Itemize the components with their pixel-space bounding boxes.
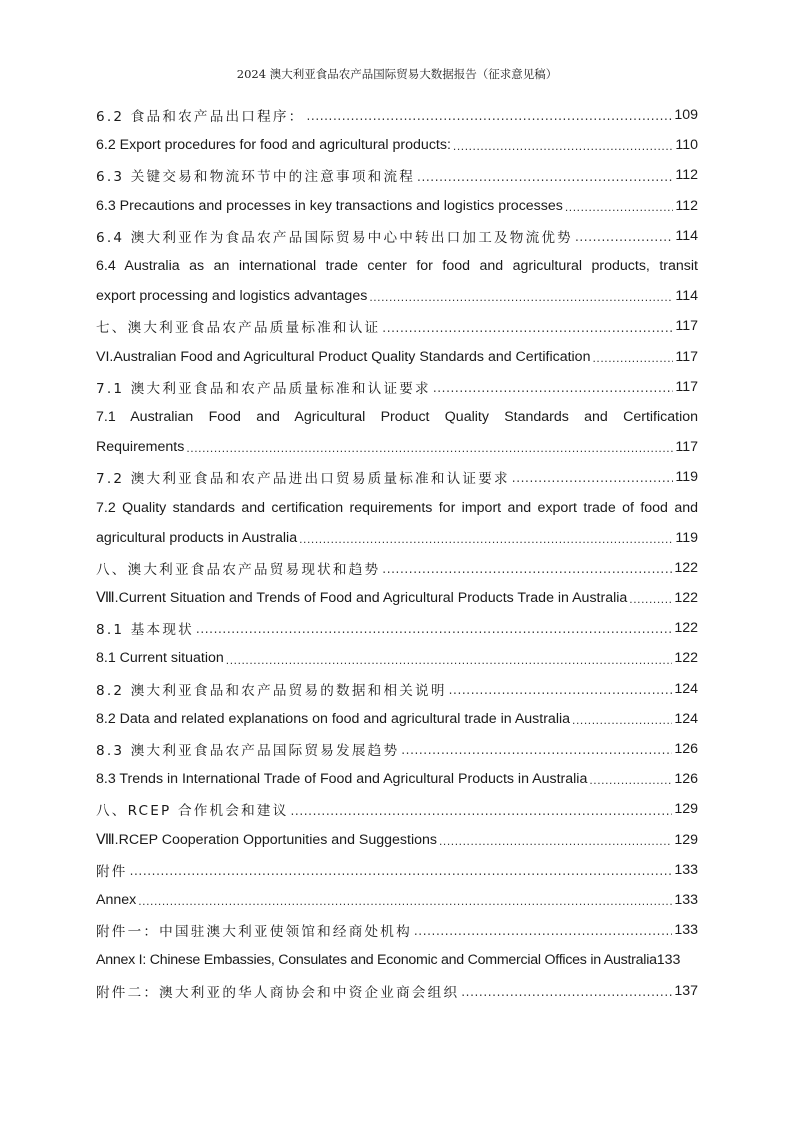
toc-leader-dots (226, 654, 673, 674)
toc-entry[interactable] (96, 915, 698, 945)
toc-leader-dots (414, 925, 672, 945)
toc-leader-dots (453, 140, 673, 160)
toc-entry[interactable] (96, 523, 698, 553)
toc-entry[interactable] (96, 342, 698, 372)
toc-entry-title: VI.Australian Food and Agricultural Product Quality Standards and Certification (96, 348, 591, 365)
toc-entry[interactable] (96, 704, 698, 734)
toc-entry[interactable] (96, 130, 698, 160)
toc-entry[interactable] (96, 583, 698, 613)
toc-leader-dots (186, 442, 673, 462)
toc-page-number: 114 (675, 288, 698, 305)
toc-entry[interactable] (96, 281, 698, 311)
toc-leader-dots (306, 110, 672, 130)
toc-entry[interactable] (96, 643, 698, 673)
table-of-contents (96, 100, 698, 1006)
toc-entry-title: 8.3 Trends in International Trade of Food and Agricultural Products in Australia (96, 771, 588, 788)
toc-entry[interactable] (96, 402, 698, 432)
toc-leader-dots (130, 865, 673, 885)
toc-page-number: 117 (675, 318, 698, 335)
toc-entry-title: 7.1 澳大利亚食品和农产品质量标准和认证要求 (96, 380, 431, 397)
toc-leader-dots (138, 895, 672, 915)
toc-page-number: 110 (675, 137, 698, 154)
toc-entry[interactable] (96, 191, 698, 221)
toc-entry[interactable] (96, 734, 698, 764)
toc-entry-title: 6.2 Export procedures for food and agricultural products: (96, 137, 451, 154)
toc-entry[interactable] (96, 764, 698, 794)
toc-entry[interactable] (96, 975, 698, 1005)
toc-page-number: 119 (675, 529, 698, 546)
toc-entry[interactable] (96, 311, 698, 341)
toc-entry[interactable] (96, 553, 698, 583)
toc-entry-title: 附件一：中国驻澳大利亚使领馆和经商处机构 (96, 924, 412, 941)
toc-page-number: 129 (674, 801, 698, 818)
toc-entry-title: 7.1 Australian Food and Agricultural Product Quality Standards and Certification (96, 408, 698, 425)
toc-page-number: 126 (674, 771, 698, 788)
toc-page-number: 133 (674, 861, 698, 878)
toc-entry-title: 8.2 Data and related explanations on food and agricultural trade in Australia (96, 710, 571, 727)
toc-leader-dots (575, 231, 673, 251)
toc-leader-dots (299, 533, 673, 553)
toc-leader-dots (512, 472, 674, 492)
toc-entry[interactable] (96, 251, 698, 281)
toc-page-number: 124 (674, 680, 698, 697)
toc-entry-title: 8.1 Current situation (96, 650, 224, 667)
toc-page-number: 122 (674, 559, 698, 576)
toc-leader-dots (291, 805, 673, 825)
toc-entry-title: 附件 (96, 863, 128, 880)
toc-entry[interactable] (96, 462, 698, 492)
toc-page-number: 117 (675, 348, 698, 365)
toc-page-number: 124 (674, 710, 698, 727)
toc-page-number: 117 (675, 439, 698, 456)
toc-entry[interactable] (96, 432, 698, 462)
toc-leader-dots (196, 623, 672, 643)
toc-entry[interactable] (96, 613, 698, 643)
toc-leader-dots (592, 352, 673, 372)
toc-entry-title: 8.3 澳大利亚食品农产品国际贸易发展趋势 (96, 743, 400, 760)
toc-entry-title: 8.2 澳大利亚食品和农产品贸易的数据和相关说明 (96, 682, 447, 699)
toc-entry[interactable] (96, 794, 698, 824)
toc-entry-title: 八、RCEP 合作机会和建议 (96, 803, 289, 820)
toc-leader-dots (449, 684, 673, 704)
toc-leader-dots (572, 714, 672, 734)
toc-leader-dots (629, 593, 672, 613)
toc-page-number: 122 (674, 650, 698, 667)
toc-leader-dots (439, 835, 672, 855)
toc-entry-title: 七、澳大利亚食品农产品质量标准和认证 (96, 320, 381, 337)
toc-entry[interactable] (96, 492, 698, 522)
toc-entry-title: agricultural products in Australia (96, 529, 298, 546)
toc-entry-title: 6.4 Australia as an international trade center for food and agricultural products, transit (96, 258, 698, 275)
toc-page-number: 126 (674, 741, 698, 758)
toc-entry-title: Annex I: Chinese Embassies, Consulates and Economic and Commercial Offices in Australia (96, 952, 657, 969)
toc-entry-title: 附件二：澳大利亚的华人商协会和中资企业商会组织 (96, 984, 460, 1001)
toc-entry-title: 6.3 关键交易和物流环节中的注意事项和流程 (96, 169, 416, 186)
toc-leader-dots (382, 322, 673, 342)
toc-entry-title: 八、澳大利亚食品农产品贸易现状和趋势 (96, 561, 381, 578)
toc-entry[interactable] (96, 674, 698, 704)
toc-entry[interactable] (96, 885, 698, 915)
toc-leader-dots (382, 563, 672, 583)
toc-entry-title: Annex (96, 891, 137, 908)
toc-leader-dots (369, 291, 673, 311)
toc-entry[interactable] (96, 372, 698, 402)
toc-page-number: 137 (674, 982, 698, 999)
running-header: 2024 澳大利亚食品农产品国际贸易大数据报告（征求意见稿） (236, 67, 558, 81)
toc-page-number: 112 (675, 167, 698, 184)
toc-entry[interactable] (96, 855, 698, 885)
toc-entry-title: 7.2 Quality standards and certification requirements for import and export trade of food and (96, 499, 698, 516)
toc-page-number: 119 (675, 469, 698, 486)
toc-leader-dots (565, 201, 674, 221)
toc-leader-dots (433, 382, 674, 402)
toc-entry-title: Requirements (96, 439, 185, 456)
toc-page-number: 122 (674, 590, 698, 607)
toc-entry-title: Ⅷ.Current Situation and Trends of Food and Agricultural Products Trade in Australia (96, 590, 628, 607)
toc-entry-title: Ⅷ.RCEP Cooperation Opportunities and Suggestions (96, 831, 437, 848)
toc-page-number: 133 (656, 952, 681, 969)
toc-entry-title: export processing and logistics advantages (96, 288, 368, 305)
toc-page-number: 117 (675, 378, 698, 395)
toc-leader-dots (401, 744, 672, 764)
toc-entry[interactable] (96, 825, 698, 855)
toc-leader-dots (461, 986, 672, 1006)
toc-entry-title: 6.2 食品和农产品出口程序： (96, 109, 305, 126)
toc-page-number: 122 (674, 620, 698, 637)
toc-leader-dots (589, 774, 672, 794)
toc-entry-title: 8.1 基本现状 (96, 622, 194, 639)
toc-page-number: 129 (674, 831, 698, 848)
toc-entry[interactable] (96, 160, 698, 190)
toc-entry-title: 6.4 澳大利亚作为食品农产品国际贸易中心中转出口加工及物流优势 (96, 229, 573, 246)
toc-entry-title: 6.3 Precautions and processes in key transactions and logistics processes (96, 197, 563, 214)
toc-page-number: 133 (674, 922, 698, 939)
toc-entry[interactable] (96, 100, 698, 130)
toc-leader-dots (417, 171, 673, 191)
toc-entry[interactable] (96, 945, 698, 975)
toc-page-number: 109 (674, 107, 698, 124)
toc-page-number: 112 (675, 197, 698, 214)
toc-page-number: 114 (675, 227, 698, 244)
toc-entry[interactable] (96, 221, 698, 251)
toc-page-number: 133 (674, 891, 698, 908)
toc-entry-title: 7.2 澳大利亚食品和农产品进出口贸易质量标准和认证要求 (96, 471, 510, 488)
